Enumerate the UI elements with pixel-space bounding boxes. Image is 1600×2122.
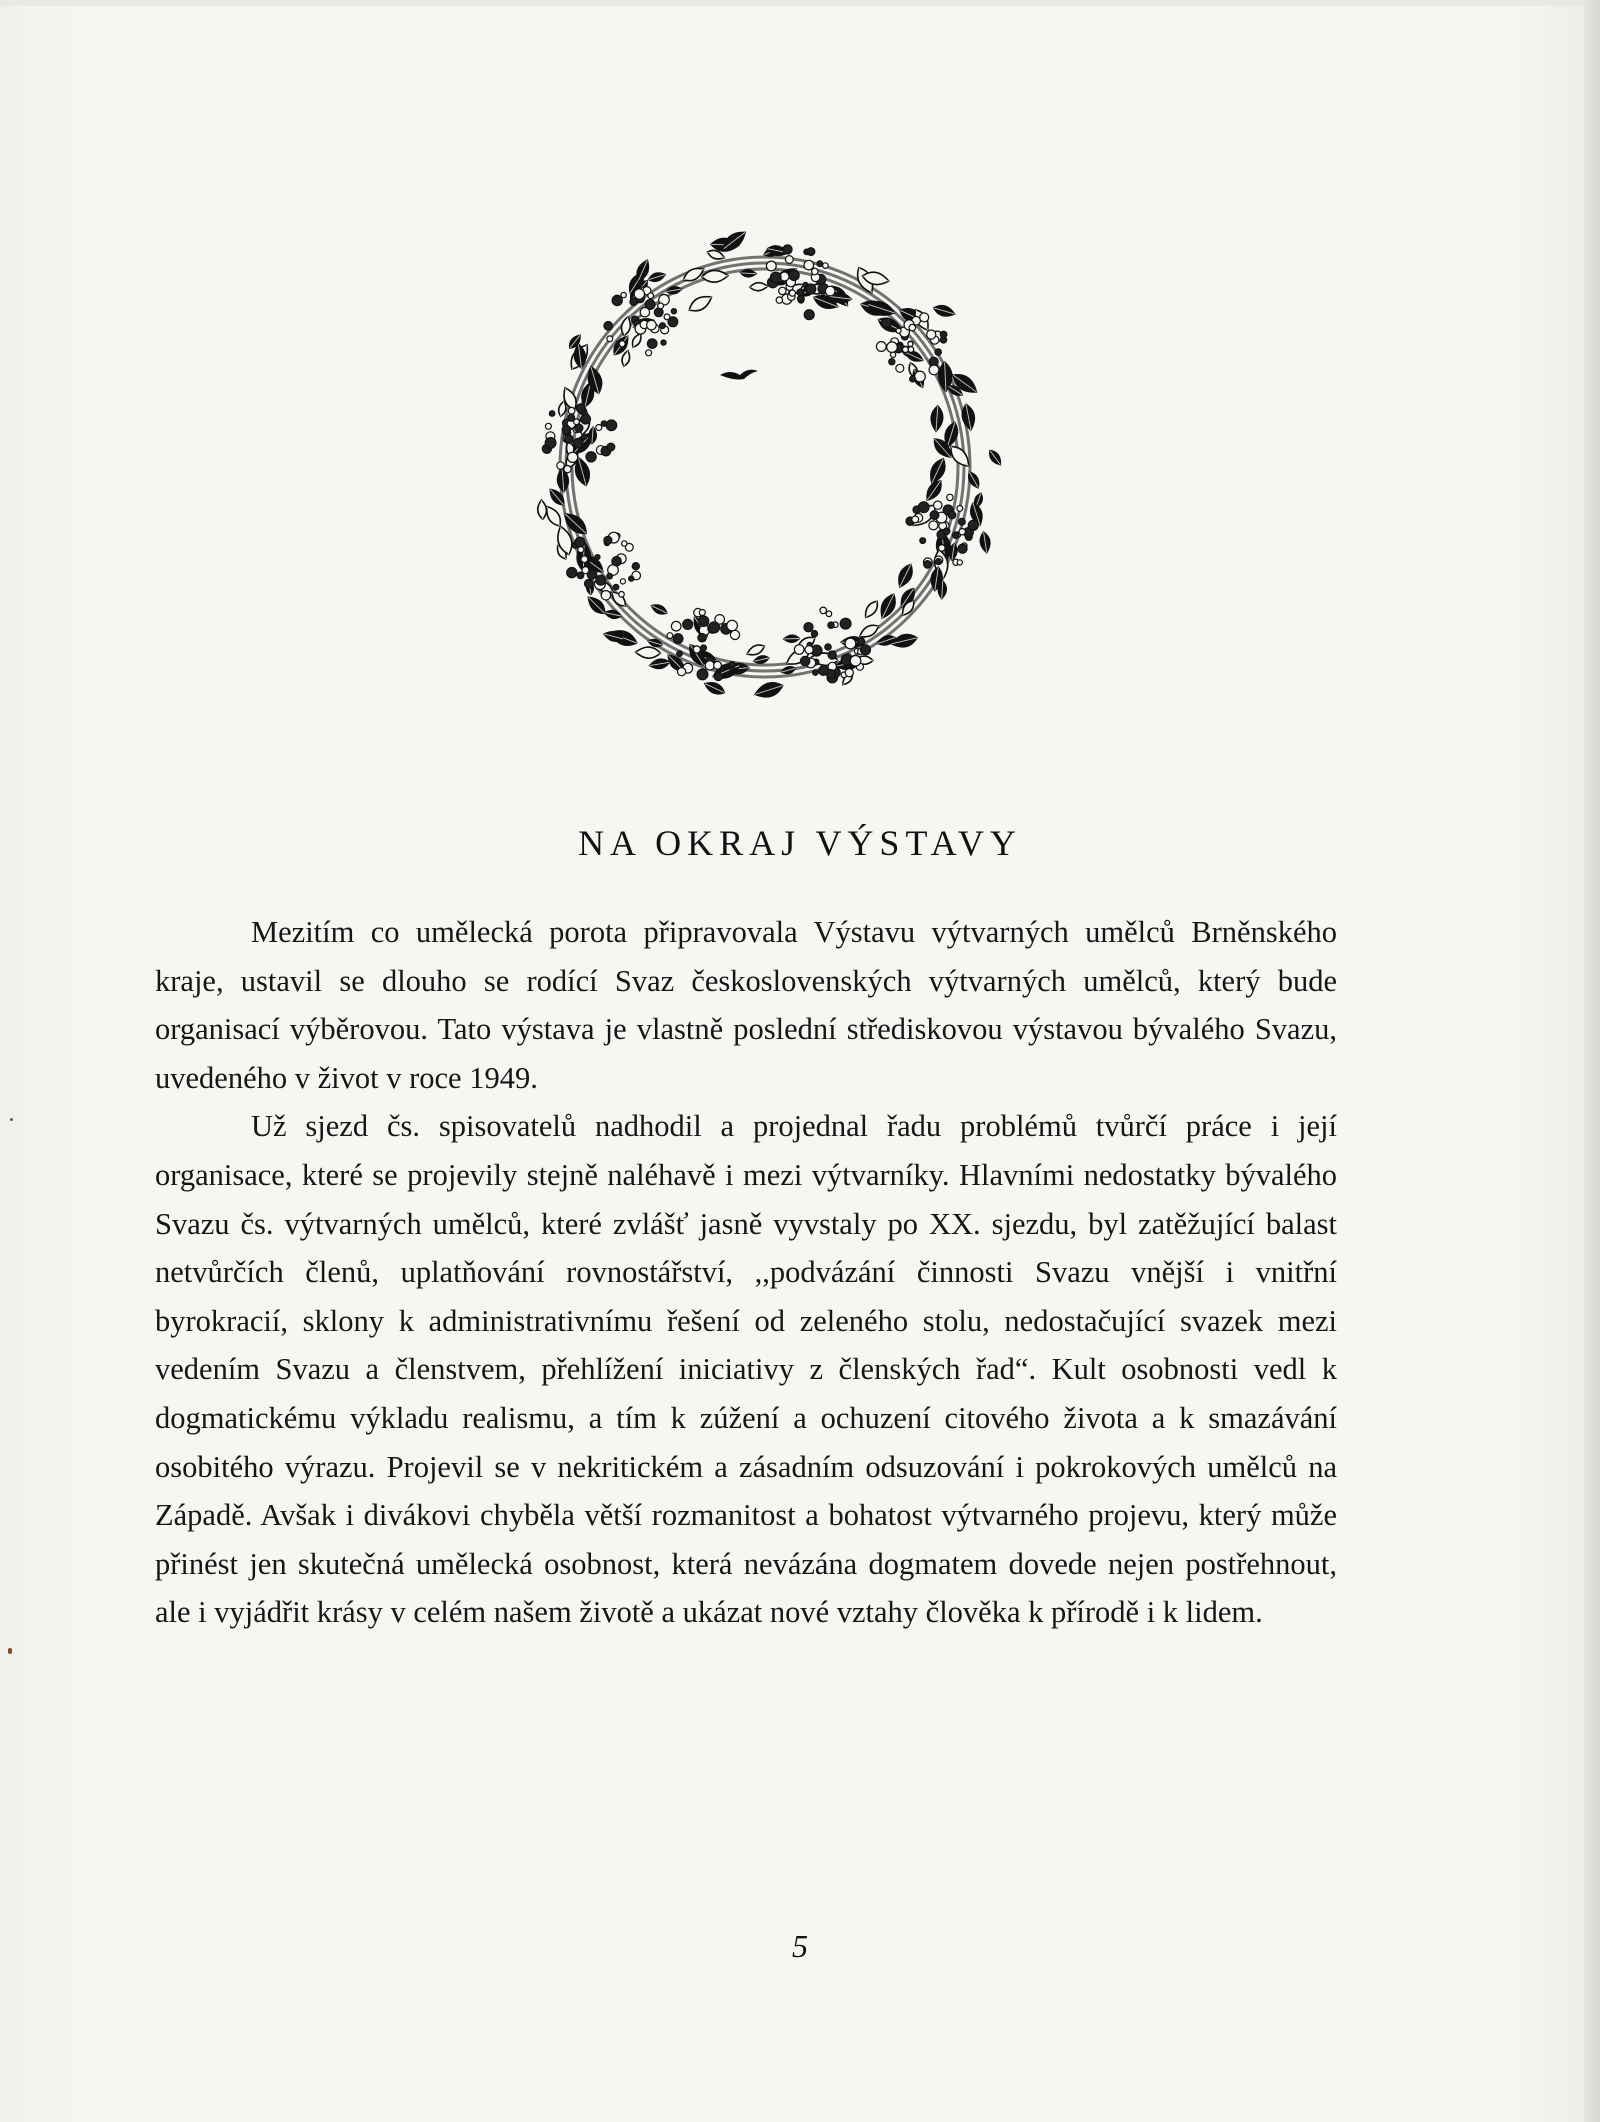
wreath-blossom (582, 567, 589, 574)
wreath-blossom (574, 419, 580, 425)
paragraph-1: Mezitím co umělecká porota připravovala Výstavu výtvarných umělců Brněnského kraje, ustavil se dlouho se rodící Svaz československých výtvarných umělců, který bude organisací výběrovou. Tato výstava je vlastně poslední střediskovou výstavou bývalého Svazu, uvedeného v život v roce 1949. (155, 915, 1337, 1095)
wreath-blossom (568, 407, 575, 414)
wreath-blossom (920, 313, 929, 322)
wreath-blossom (697, 669, 708, 680)
wreath-blossom (654, 308, 663, 317)
wreath-blossom (586, 452, 596, 462)
wreath-blossom (943, 528, 950, 535)
wreath-blossom (882, 318, 892, 328)
wreath-blossom (819, 666, 828, 675)
wreath-blossom (930, 511, 939, 520)
wreath-blossom (667, 633, 673, 639)
wreath-blossom (889, 359, 895, 365)
wreath-blossom (939, 545, 946, 552)
wreath-blossom (640, 308, 649, 317)
wreath-blossom (797, 289, 804, 296)
wreath-blossom (828, 622, 834, 628)
wreath-blossom (647, 320, 657, 330)
wreath-blossom (776, 297, 782, 303)
wreath-blossom (896, 328, 901, 333)
wreath-blossom (634, 289, 644, 299)
wreath-blossom (604, 322, 613, 331)
wreath-blossom (826, 611, 832, 617)
wreath-blossom (632, 563, 639, 570)
wreath-blossom (804, 260, 814, 270)
wreath-blossom (729, 662, 735, 668)
wreath-blossom (714, 673, 722, 681)
wreath-illustration (505, 205, 1025, 735)
wreath-blossom (683, 619, 693, 629)
wreath-blossom (861, 645, 871, 655)
article-body (155, 908, 1337, 1637)
wreath-blossom (935, 349, 941, 355)
wreath-blossom (908, 342, 913, 347)
wreath-blossom (813, 670, 818, 675)
wreath-blossom (622, 541, 627, 546)
wreath-blossom (661, 340, 666, 345)
wreath-blossom (828, 651, 836, 659)
wreath-blossom (959, 529, 965, 535)
wreath-blossom (806, 284, 816, 294)
wreath-blossom (903, 347, 909, 353)
wreath-blossom (896, 364, 904, 372)
wreath-blossom (957, 560, 962, 565)
wreath-blossom (671, 621, 681, 631)
wreath-blossom (823, 263, 829, 269)
wreath-blossom (678, 668, 686, 676)
paragraph-2: Už sjezd čs. spisovatelů nadhodil a projednal řadu problémů tvůrčí práce i její organisace, které se projevily stejně naléhavě i mezi výtvarníky. Hlavními nedostatky bývalého Svazu čs. výtvarných umělců, které zvlášť jasně vyvstaly po XX. sjezdu, byl zatěžující balast netvůrčích členů, uplatňování rovnostářství, ,,podvázání činnosti Svazu vnější i vnitřní byrokracií, sklony k administrativnímu řešení od zeleného stolu, nedostačující svazek mezi vedením Svazu a členstvem, přehlížení iniciativy z členských řad“. Kult osobnosti vedl k dogmatickému výkladu realismu, a tím k zúžení a ochuzení citového života a k smazávání osobitého výrazu. Projevil se v nekritickém a zásadním odsuzování i pokrokových umělců na Západě. Avšak i divákovi chyběla větší rozmanitost a bohatost výtvarného projevu, který může přinést jen skutečná umělecká osobnost, která nevázána dogmatem dovede nejen postřehnout, ale i vyjádřit krásy v celém našem životě a ukázat nové vztahy člověka k přírodě i k lidem. (155, 1109, 1337, 1630)
wreath-blossom (619, 341, 625, 347)
wreath-blossom (948, 511, 956, 519)
paper-speck (10, 1118, 13, 1121)
wreath-blossom (545, 423, 551, 429)
wreath-blossom (575, 537, 585, 547)
bird-icon (720, 370, 758, 380)
page-top-edge (0, 0, 1600, 6)
wreath-blossom (805, 646, 813, 654)
wreath-blossom (565, 435, 574, 444)
wreath-blossom (545, 438, 556, 449)
wreath-blossom (920, 538, 926, 544)
wreath-blossom (647, 339, 657, 349)
wreath-blossom (567, 568, 577, 578)
wreath-blossom (604, 536, 612, 544)
wreath-blossom (924, 561, 932, 569)
wreath-blossom (957, 506, 963, 512)
wreath-blossom (673, 634, 683, 644)
wreath-blossom (915, 371, 926, 382)
wreath-blossom (693, 646, 700, 653)
wreath-blossom (620, 579, 625, 584)
page-title: NA OKRAJ VÝSTAVY (578, 823, 1022, 863)
wreath-blossom (936, 559, 942, 565)
wreath-blossom (794, 645, 804, 655)
wreath-blossom (709, 622, 720, 633)
wreath-blossom (876, 342, 886, 352)
wreath-blossom (648, 293, 654, 299)
wreath-blossom (825, 644, 831, 650)
wreath-blossom (562, 425, 570, 433)
wreath-blossom (557, 462, 564, 469)
wreath-blossom (581, 414, 591, 424)
wreath-blossom (766, 261, 776, 271)
wreath-blossom (698, 616, 708, 626)
wreath-blossom (804, 310, 814, 320)
wreath-blossom (785, 256, 793, 264)
wreath-blossom (959, 518, 966, 525)
wreath-blossom (947, 494, 953, 500)
wreath-blossom (850, 656, 861, 667)
wreath-blossom (613, 584, 619, 590)
wreath-blossom (940, 331, 947, 338)
paper-speck (8, 1648, 12, 1654)
wreath-blossom (606, 420, 617, 431)
wreath-blossom (934, 501, 942, 509)
wreath-blossom (658, 303, 664, 309)
wreath-blossom (858, 638, 865, 645)
wreath-blossom (619, 592, 625, 598)
wreath-blossom (646, 350, 652, 356)
wreath-blossom (804, 623, 813, 632)
wreath-blossom (671, 309, 676, 314)
wreath-blossom (576, 404, 585, 413)
wreath-blossom (820, 607, 827, 614)
wreath-blossom (811, 631, 817, 637)
wreath-blossom (887, 342, 898, 353)
wreath-blossom (612, 557, 621, 566)
page-number: 5 (792, 1928, 808, 1964)
wreath-blossom (568, 452, 578, 462)
wreath-blossom (677, 651, 683, 657)
wreath-blossom (585, 579, 594, 588)
wreath-blossom (840, 618, 851, 629)
wreath-blossom (607, 443, 615, 451)
wreath-blossom (564, 466, 571, 473)
wreath-blossom (601, 591, 610, 600)
wreath-blossom (730, 630, 739, 639)
wreath-blossom (817, 261, 823, 267)
wreath-blossom (929, 521, 938, 530)
wreath-blossom (607, 573, 613, 579)
wreath-blossom (727, 620, 738, 631)
wreath-blossom (825, 286, 835, 296)
wreath-blossom (573, 438, 583, 448)
wreath-blossom (807, 248, 815, 256)
wreath-blossom (789, 290, 795, 296)
wreath-blossom (912, 516, 919, 523)
wreath-blossom (891, 352, 896, 357)
wreath-blossom (621, 292, 626, 297)
wreath-blossom (798, 295, 805, 302)
wreath-blossom (927, 330, 936, 339)
wreath-blossom (968, 520, 978, 530)
wreath-blossom (596, 425, 602, 431)
wreath-blossom (714, 661, 722, 669)
wreath-blossom (660, 323, 666, 329)
wreath-blossom (845, 669, 853, 677)
wreath-blossom (549, 411, 555, 417)
wreath-blossom (630, 298, 637, 305)
wreath-blossom (918, 502, 929, 513)
wreath-blossom (664, 314, 670, 320)
wreath-blossom (909, 324, 916, 331)
wreath-blossom (779, 287, 786, 294)
wreath-blossom (789, 270, 799, 280)
wreath-blossom (601, 421, 606, 426)
wreath-blossom (629, 576, 634, 581)
wreath-blossom (581, 556, 588, 563)
wreath-blossom (812, 268, 819, 275)
wreath-blossom (845, 638, 856, 649)
wreath-blossom (701, 645, 707, 651)
wreath-blossom (595, 555, 600, 560)
wreath-blossom (612, 295, 622, 305)
wreath-blossom (801, 656, 810, 665)
wreath-blossom (770, 272, 781, 283)
wreath-blossom (929, 365, 939, 375)
wreath-blossom (699, 610, 705, 616)
wreath-blossom (953, 532, 959, 538)
wreath-blossom (783, 245, 792, 254)
wreath-blossom (958, 544, 967, 553)
page-right-edge (1584, 0, 1600, 2122)
wreath-blossom (607, 336, 613, 342)
wreath-blossom (698, 634, 706, 642)
wreath-blossom (578, 547, 584, 553)
wreath-blossom (582, 434, 588, 440)
wreath-blossom (910, 376, 916, 382)
wreath-blossom (596, 575, 606, 585)
